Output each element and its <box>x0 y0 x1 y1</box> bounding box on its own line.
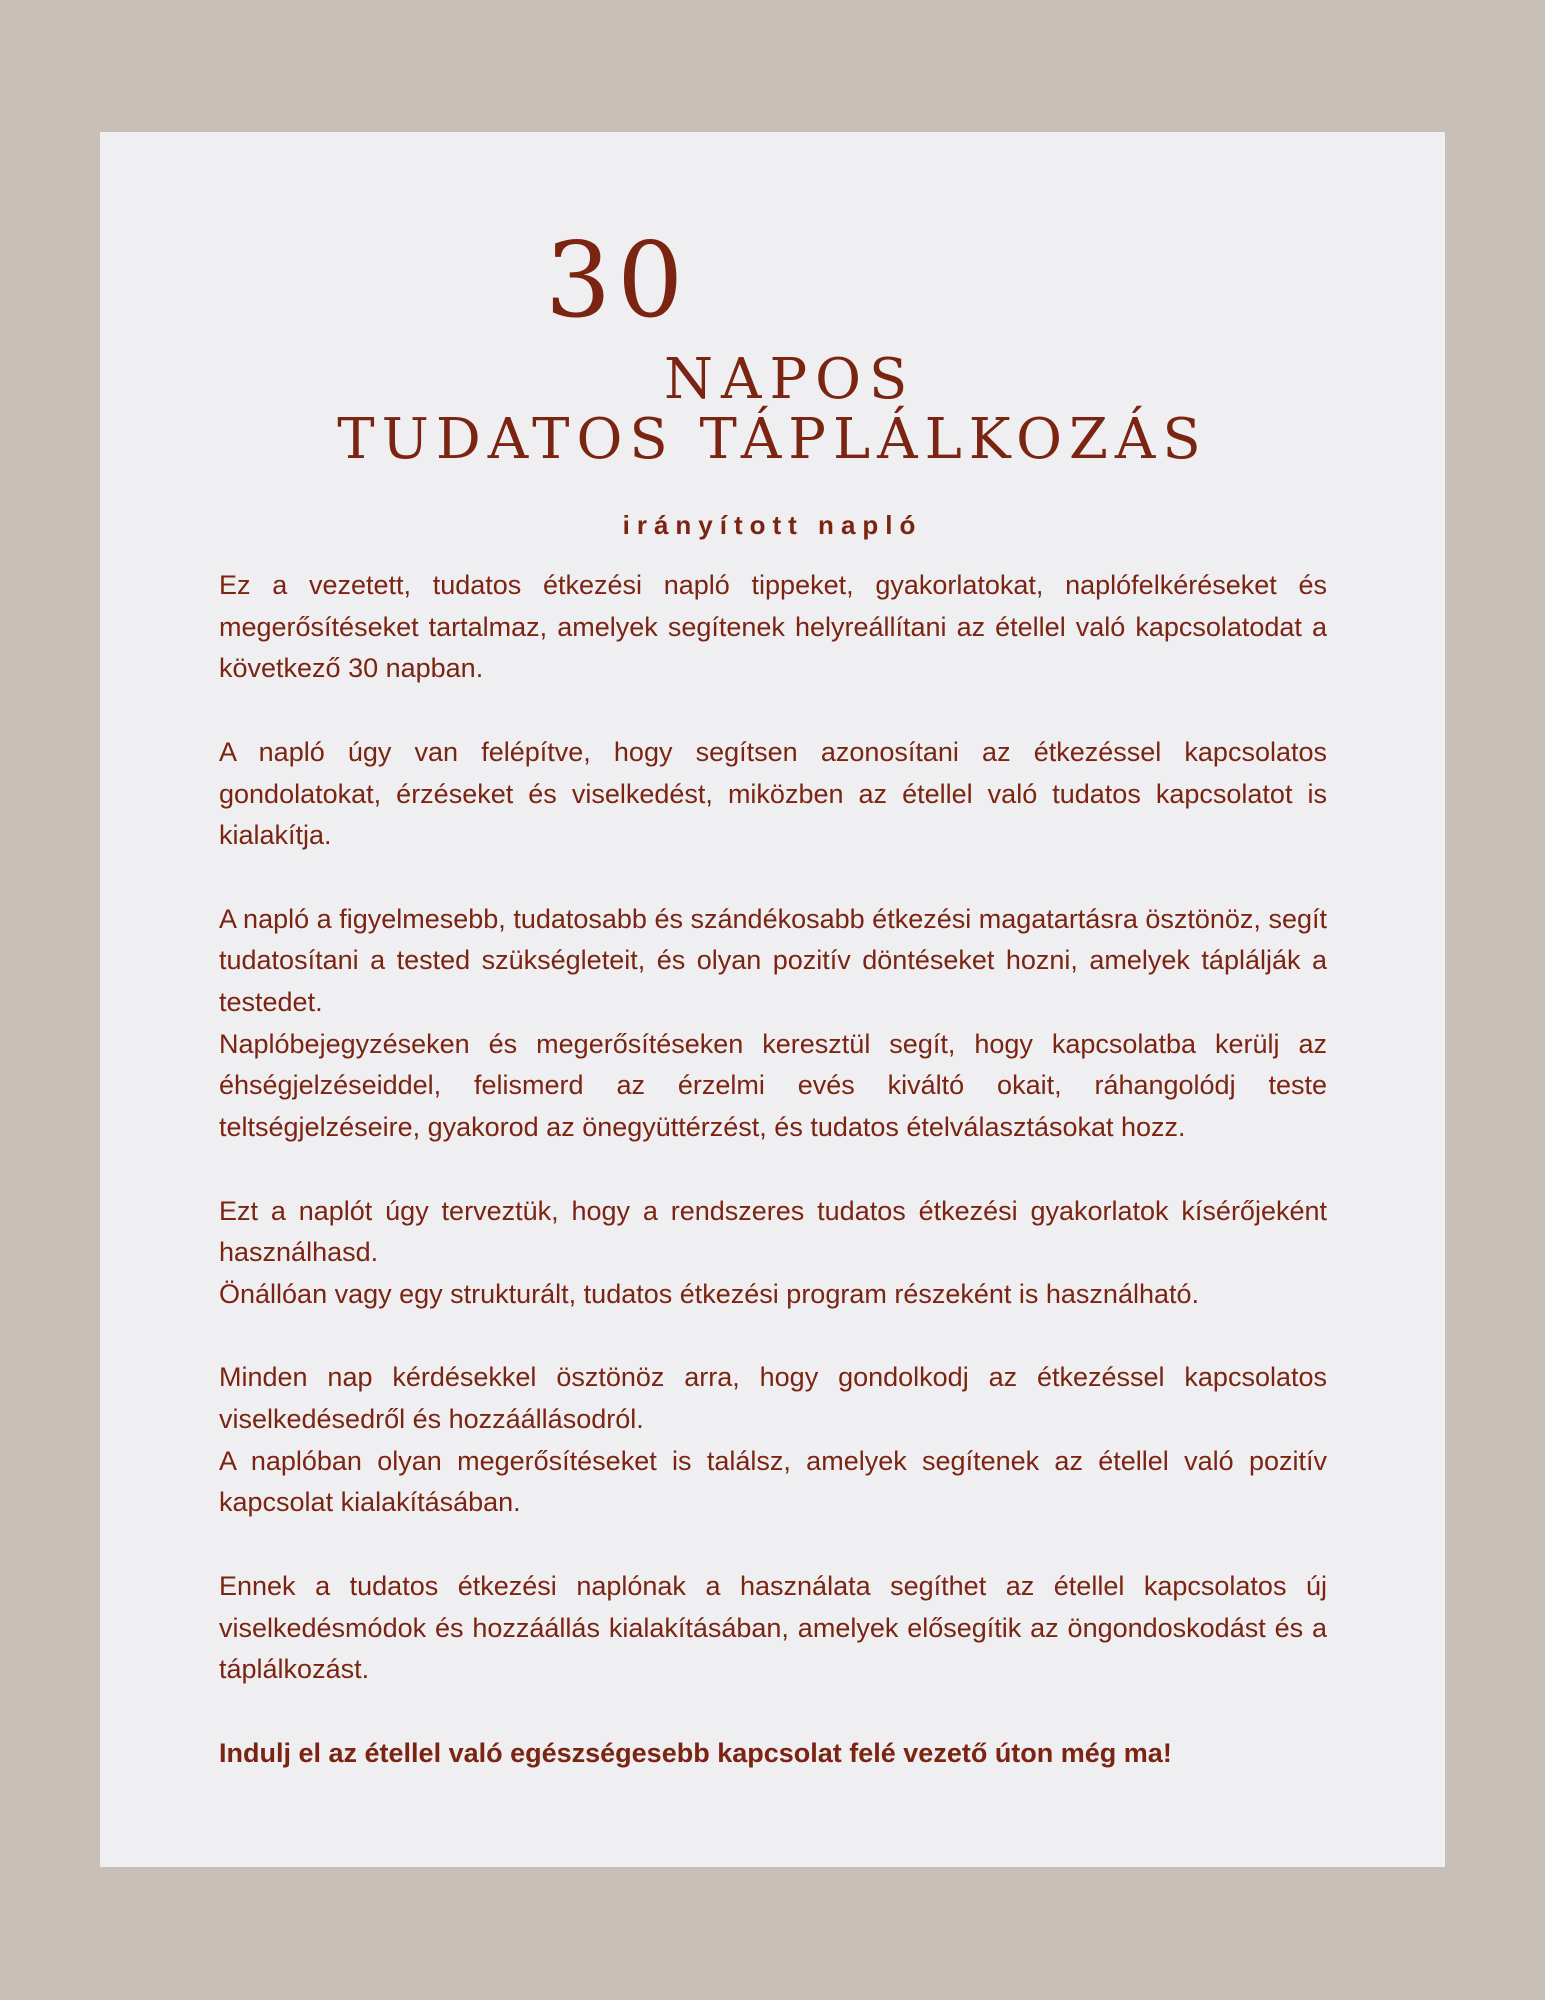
paragraph-standalone: Önállóan vagy egy strukturált, tudatos étkezési program részeként is használható. <box>219 1278 1200 1309</box>
title-main: TUDATOS TÁPLÁLKOZÁS <box>337 407 1208 472</box>
paragraph-gap <box>219 1524 1327 1566</box>
paragraph-gap <box>219 1316 1327 1358</box>
title-number: 30 <box>545 219 690 341</box>
title-napos: NAPOS <box>664 347 916 412</box>
paragraph-entries: Naplóbejegyzéseken és megerősítéseken keresztül segít, hogy kapcsolatba kerülj az éhségjelzéseiddel, felismerd az érzelmi evés kiváltó okait, ráhangolódj teste teltségjelzéseire, gyakorod az önegyüttérzést, és tudatos ételválasztásokat hozz. <box>219 1028 1327 1143</box>
body-text <box>219 565 1327 1774</box>
paragraph-intro: Ez a vezetett, tudatos étkezési napló tippeket, gyakorlatokat, naplófelkéréseket és megerősítéseket tartalmaz, amelyek segítenek helyreállítani az étellel való kapcsolatodat a következő 30 napban. <box>219 570 1327 684</box>
paragraph-gap <box>219 1149 1327 1191</box>
subtitle: irányított napló <box>622 510 923 540</box>
paragraph-companion: Ezt a naplót úgy terveztük, hogy a rendszeres tudatos étkezési gyakorlatok kísérőjeként használhasd. <box>219 1195 1327 1268</box>
paragraph-gap <box>219 1691 1327 1733</box>
paragraph-structure: A napló úgy van felépítve, hogy segítsen azonosítani az étkezéssel kapcsolatos gondolatokat, érzéseket és viselkedést, miközben az étellel való tudatos kapcsolatot is kialakítja. <box>219 736 1327 851</box>
paragraph-gap <box>219 857 1327 899</box>
closing-call-to-action: Indulj el az étellel való egészségesebb kapcsolat felé vezető úton még ma! <box>219 1737 1172 1768</box>
paragraph-affirmations: A naplóban olyan megerősítéseket is találsz, amelyek segítenek az étellel való pozitív kapcsolat kialakításában. <box>219 1445 1327 1518</box>
paragraph-benefits: Ennek a tudatos étkezési naplónak a használata segíthet az étellel kapcsolatos új viselkedésmódok és hozzáállás kialakításában, amelyek elősegítik az öngondoskodást és a táplálkozást. <box>219 1570 1327 1685</box>
paragraph-mindful: A napló a figyelmesebb, tudatosabb és szándékosabb étkezési magatartásra ösztönöz, segít tudatosítani a tested szükségleteit, és olyan pozitív döntéseket hozni, amelyek táplálják a testedet. <box>219 903 1327 1017</box>
paragraph-gap <box>219 690 1327 732</box>
paragraph-daily: Minden nap kérdésekkel ösztönöz arra, hogy gondolkodj az étkezéssel kapcsolatos viselkedésedről és hozzáállásodról. <box>219 1362 1327 1434</box>
